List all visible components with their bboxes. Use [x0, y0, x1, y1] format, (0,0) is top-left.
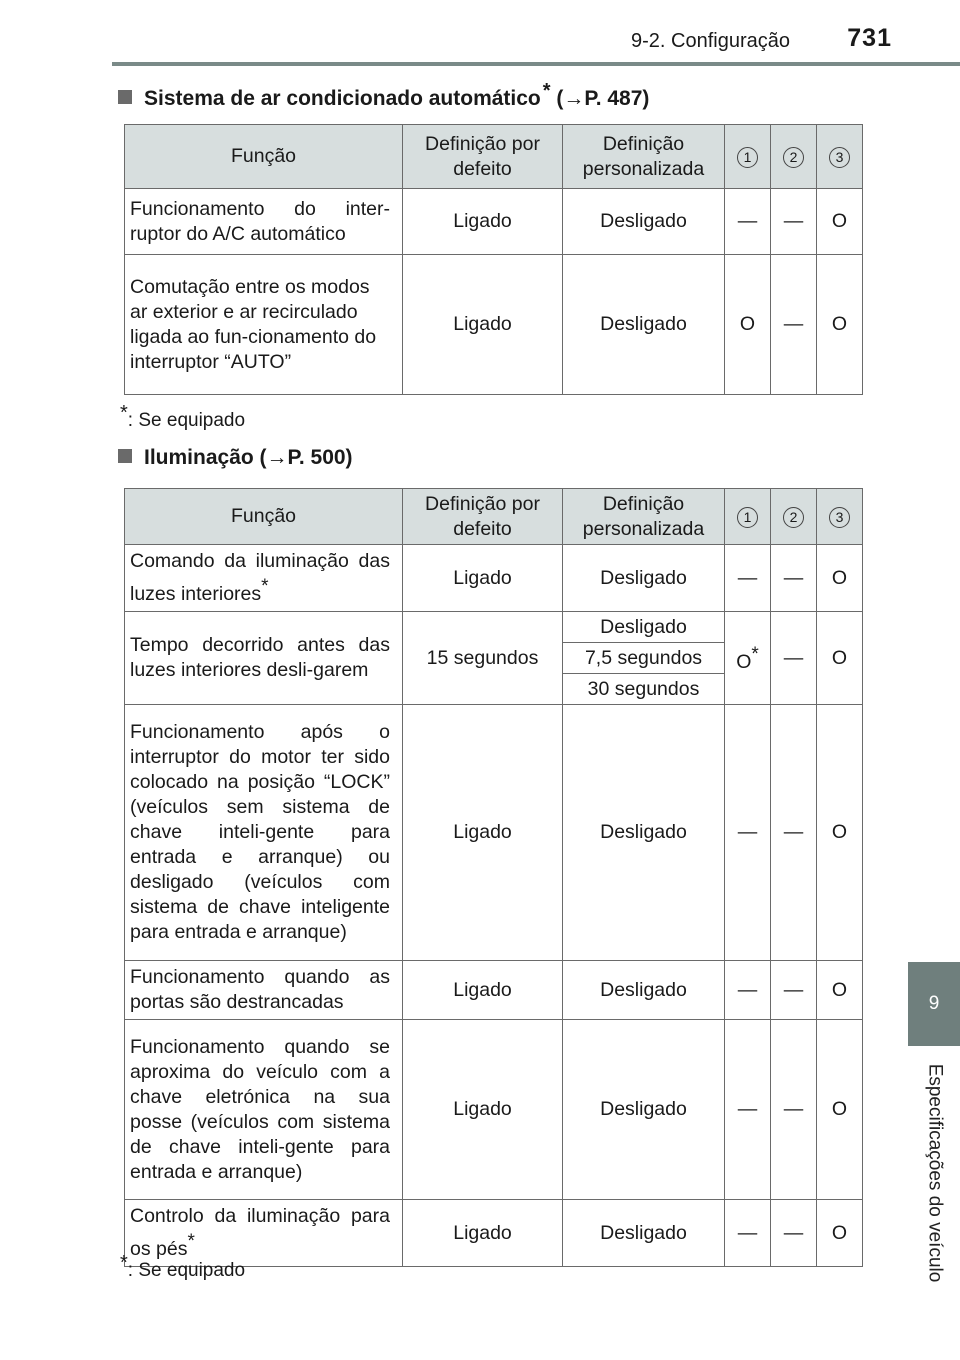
table-row [125, 1020, 863, 1200]
cell-function [125, 545, 403, 612]
cell-function: Funcionamento quando se aproxima do veículo com a chave eletrónica na sua posse (veículos com sistema de chave inteli-gente para entrada e arranque) [125, 1020, 403, 1200]
column-header-function: Função [125, 125, 403, 189]
table-row [125, 961, 863, 1020]
asterisk-mark: * [120, 1252, 128, 1274]
square-bullet-icon [118, 90, 132, 104]
column-header-default: Definição por defeito [403, 125, 563, 189]
section-title: Iluminação [144, 446, 254, 469]
cell-1: — [725, 1200, 771, 1267]
footnote-equipped [120, 402, 245, 432]
table-row [125, 189, 863, 255]
footnote-text: : Se equipado [127, 1260, 246, 1281]
cell-default: Ligado [403, 545, 563, 612]
cell-1: — [725, 705, 771, 961]
cell-3: O [817, 1020, 863, 1200]
cell-custom: Desligado [563, 255, 725, 395]
table-row [125, 545, 863, 612]
section-heading-lighting [118, 446, 353, 470]
circled-number-3: 3 [829, 147, 850, 168]
page-number: 731 [847, 24, 892, 52]
asterisk-mark: * [120, 402, 128, 424]
cell-default: Ligado [403, 1200, 563, 1267]
cell-function: Comutação entre os modos ar exterior e ar recirculado ligada ao fun-cionamento do interruptor “AUTO” [125, 255, 403, 395]
column-header-custom: Definição personalizada [563, 489, 725, 545]
cell-custom-option: 7,5 segundos [563, 643, 725, 674]
cell-2: — [771, 255, 817, 395]
cell-default: 15 segundos [403, 612, 563, 705]
cell-function: Funcionamento quando as portas são destrancadas [125, 961, 403, 1020]
cell-2: — [771, 1200, 817, 1267]
cell-default: Ligado [403, 705, 563, 961]
cell-1: — [725, 545, 771, 612]
cell-custom: Desligado [563, 1020, 725, 1200]
cell-1: O [725, 255, 771, 395]
column-header-function: Função [125, 489, 403, 545]
column-header-3 [817, 489, 863, 545]
table-header-row [125, 125, 863, 189]
settings-table-air-conditioning [124, 124, 863, 395]
circled-number-2: 2 [783, 507, 804, 528]
table-row [125, 705, 863, 961]
page-header [0, 0, 960, 64]
cell-custom-option: 30 segundos [563, 674, 725, 705]
asterisk-mark: * [751, 643, 759, 665]
cell-default: Ligado [403, 961, 563, 1020]
cell-function: Funcionamento após o interruptor do motor ter sido colocado na posição “LOCK” (veículos sem sistema de chave inteli-gente para entrada e arranque) ou desligado (veículos com sistema de chave inteligente para entrada e arranque) [125, 705, 403, 961]
footnote-text: : Se equipado [127, 410, 246, 431]
circled-number-3: 3 [829, 507, 850, 528]
table-row [125, 612, 863, 643]
chapter-tab-label-text: Especificações do veículo [924, 1063, 945, 1283]
cell-1: — [725, 189, 771, 255]
square-bullet-icon [118, 449, 132, 463]
settings-table-lighting [124, 488, 863, 1267]
cell-1-text: O [736, 650, 752, 673]
column-header-3 [817, 125, 863, 189]
cell-custom: Desligado [563, 705, 725, 961]
asterisk-mark: * [542, 80, 551, 102]
cell-2: — [771, 545, 817, 612]
cell-default: Ligado [403, 255, 563, 395]
cell-2: — [771, 1020, 817, 1200]
header-rule [112, 62, 960, 66]
page-reference: (→P. 487) [556, 87, 650, 110]
table-row [125, 255, 863, 395]
section-heading-air-conditioning [118, 80, 649, 111]
table-header-row [125, 489, 863, 545]
asterisk-mark: * [261, 576, 269, 597]
cell-3: O [817, 705, 863, 961]
column-header-1 [725, 489, 771, 545]
cell-function: Funcionamento do inter-ruptor do A/C automático [125, 189, 403, 255]
cell-custom: Desligado [563, 1200, 725, 1267]
cell-function-text: Comando da iluminação das luzes interiores [130, 550, 390, 605]
cell-2: — [771, 705, 817, 961]
footnote-equipped [120, 1252, 245, 1282]
cell-3: O [817, 961, 863, 1020]
cell-function-text: Controlo da iluminação para os pés [130, 1205, 390, 1260]
section-title: Sistema de ar condicionado automático [144, 87, 541, 110]
cell-function: Tempo decorrido antes das luzes interiores desli-garem [125, 612, 403, 705]
column-header-default: Definição por defeito [403, 489, 563, 545]
column-header-1 [725, 125, 771, 189]
cell-3: O [817, 612, 863, 705]
cell-custom-option: Desligado [563, 612, 725, 643]
cell-3: O [817, 545, 863, 612]
cell-1: — [725, 1020, 771, 1200]
circled-number-1: 1 [737, 147, 758, 168]
cell-2: — [771, 612, 817, 705]
circled-number-2: 2 [783, 147, 804, 168]
cell-3: O [817, 255, 863, 395]
cell-1 [725, 612, 771, 705]
section-reference: 9-2. Configuração [631, 30, 790, 52]
cell-2: — [771, 961, 817, 1020]
column-header-2 [771, 125, 817, 189]
cell-3: O [817, 189, 863, 255]
cell-default: Ligado [403, 189, 563, 255]
asterisk-mark: * [187, 1231, 195, 1252]
cell-custom: Desligado [563, 961, 725, 1020]
cell-3: O [817, 1200, 863, 1267]
cell-custom: Desligado [563, 189, 725, 255]
page-reference: (→P. 500) [259, 446, 353, 469]
cell-2: — [771, 189, 817, 255]
cell-custom: Desligado [563, 545, 725, 612]
cell-default: Ligado [403, 1020, 563, 1200]
chapter-tab-label [908, 1048, 960, 1298]
column-header-custom: Definição personalizada [563, 125, 725, 189]
circled-number-1: 1 [737, 507, 758, 528]
chapter-tab-number: 9 [908, 962, 960, 1046]
column-header-2 [771, 489, 817, 545]
cell-1: — [725, 961, 771, 1020]
